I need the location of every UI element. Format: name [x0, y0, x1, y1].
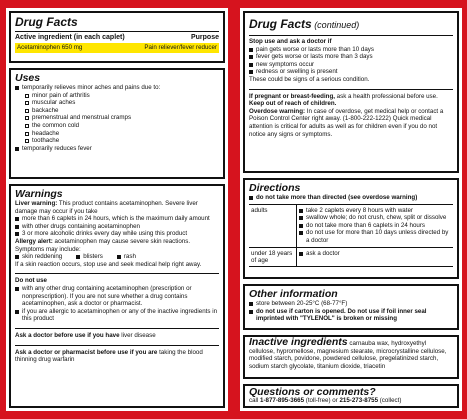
overdose-warning: Overdose warning: In case of overdose, get medical help or contact a Poison Control Center right away. (1-800-222-1222) Quick medical attention is critical for adults as well as for children even if you do not notice any signs or symptoms.	[249, 107, 444, 138]
list-item: with other drugs containing acetaminophen	[15, 223, 219, 231]
uses-box	[9, 68, 225, 179]
list-item: pain gets worse or lasts more than 10 days	[249, 46, 453, 54]
allergy-end: If a skin reaction occurs, stop use and seek medical help right away.	[15, 260, 202, 268]
continued-title: Drug Facts (continued)	[249, 17, 360, 31]
purpose-value: Pain reliever/fever reducer	[144, 44, 217, 51]
uses-fever: temporarily reduces fever	[15, 145, 219, 153]
other-info-title: Other information	[249, 288, 338, 300]
directions-top: do not take more than directed (see overdose warning)	[249, 194, 453, 202]
pregnancy-warning: If pregnant or breast-feeding, ask a health professional before use.	[249, 92, 438, 100]
active-ingredient-label: Active ingredient (in each caplet)	[15, 34, 125, 41]
questions-phone: call 1-877-895-3665 (toll-free) or 215-273-8755 (collect)	[249, 397, 402, 404]
list-item: muscular aches	[25, 99, 219, 107]
adults-label: adults	[249, 205, 297, 248]
directions-box	[243, 178, 459, 279]
questions-box	[243, 384, 459, 408]
stop-use-label: Stop use and ask a doctor if	[249, 38, 332, 45]
left-panel	[6, 8, 228, 411]
list-item: premenstrual and menstrual cramps	[25, 114, 219, 122]
inactive-ingredients: Inactive ingredients carnauba wax, hydroxyethyl cellulose, hypromellose, magnesium stearate, microcrystalline cellulose, modified starch, povidone, powdered cellulose, pregelatinized starch, sodium starch glycolate, titanium dioxide, triacetin	[249, 336, 447, 370]
active-ingredient-value: Acetaminophen 650 mg	[17, 44, 83, 51]
right-panel	[240, 8, 462, 411]
stop-use-end: These could be signs of a serious condition.	[249, 75, 370, 83]
uses-intro: temporarily relieves minor aches and pains due to:	[15, 84, 219, 92]
directions-title: Directions	[249, 182, 301, 194]
list-item: fever gets worse or lasts more than 3 days	[249, 53, 453, 61]
list-item: 3 or more alcoholic drinks every day while using this product	[15, 230, 219, 238]
directions-table	[249, 204, 453, 268]
list-item: redness or swelling is present	[249, 68, 453, 76]
keep-out-of-reach: Keep out of reach of children.	[249, 100, 337, 108]
list-item: if you are allergic to acetaminophen or any of the inactive ingredients in this product	[15, 308, 219, 323]
symptom-list: skin reddening blisters rash	[15, 253, 219, 261]
adults-directions: take 2 caplets every 8 hours with water swallow whole; do not crush, chew, split or dissolve do not take more than 6 caplets in 24 hours do not use for more than 10 days unless directed by a doctor	[297, 205, 453, 248]
liver-warning: Liver warning: This product contains acetaminophen. Severe liver damage may occur if you take	[15, 200, 198, 215]
allergy-alert: Allergy alert: acetaminophen may cause severe skin reactions. Symptoms may include:	[15, 237, 191, 253]
list-item: new symptoms occur	[249, 61, 453, 69]
list-item: the common cold	[25, 122, 219, 130]
inactive-ingredients-box	[243, 335, 459, 379]
drug-facts-box	[9, 11, 225, 63]
warnings-box	[9, 184, 225, 408]
uses-title: Uses	[15, 72, 41, 84]
list-item: store between 20-25°C (68-77°F)	[249, 300, 453, 308]
list-item: with any other drug containing acetaminophen (prescription or nonprescription). If you are not sure whether a drug contains acetaminophen, ask a doctor or pharmacist.	[15, 285, 219, 308]
drug-facts-title: Drug Facts	[15, 15, 78, 29]
ask-pharmacist: Ask a doctor or pharmacist before use if you are taking the blood thinning drug warfarin	[15, 348, 203, 364]
list-item: do not use if carton is opened. Do not use if foil inner seal imprinted with "TYLENOL" is broken or missing	[249, 308, 453, 323]
warnings-title: Warnings	[15, 188, 63, 200]
list-item: minor pain of arthritis	[25, 92, 219, 100]
list-item: backache	[25, 107, 219, 115]
ask-doctor: Ask a doctor before use if you have liver disease	[15, 331, 156, 339]
drug-facts-continued-box	[243, 11, 459, 173]
list-item: headache	[25, 130, 219, 138]
questions-title: Questions or comments?	[249, 386, 376, 398]
under-18-label: under 18 years of age	[249, 248, 297, 268]
list-item: toothache	[25, 137, 219, 145]
under-18-directions: ask a doctor	[297, 248, 453, 268]
list-item: more than 6 caplets in 24 hours, which is the maximum daily amount	[15, 215, 219, 223]
purpose-label: Purpose	[190, 34, 219, 41]
other-info-box	[243, 284, 459, 330]
do-not-use-title: Do not use	[15, 277, 47, 285]
